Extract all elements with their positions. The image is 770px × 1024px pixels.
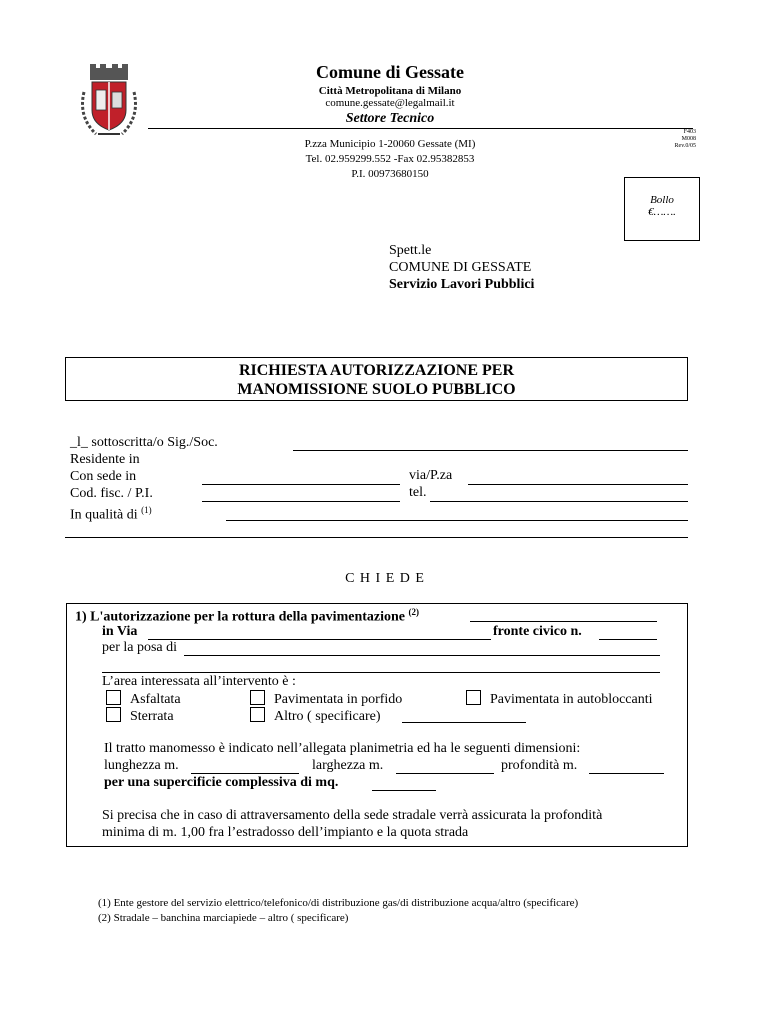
label-profondita: profondità m. [501, 758, 578, 773]
recipient-spett: Spett.le [389, 243, 432, 258]
section-divider [65, 537, 688, 538]
precisa-line2: minima di m. 1,00 fra l’estradosso dell’impianto e la quota strada [102, 825, 469, 840]
phone-fax: Tel. 02.959299.552 -Fax 02.95382853 [305, 153, 475, 165]
option-label: Asfaltata [130, 692, 181, 707]
checkbox-sterrata[interactable] [106, 707, 121, 722]
checkbox-porfido[interactable] [250, 690, 265, 705]
field-posa[interactable] [184, 643, 660, 656]
field-qualita[interactable] [226, 508, 688, 521]
field-pavimentazione[interactable] [470, 609, 657, 622]
option-altro[interactable] [250, 707, 381, 725]
field-posa-2[interactable] [102, 660, 660, 673]
checkbox-asfaltata[interactable] [106, 690, 121, 705]
label-via: via/P.za [409, 468, 453, 483]
comune-title: Comune di Gessate [316, 62, 464, 82]
field-superficie[interactable] [372, 778, 436, 791]
form-code: F403 [683, 129, 696, 135]
request-item1: 1) L'autorizzazione per la rottura della pavimentazione [75, 609, 405, 625]
email-address: comune.gessate@legalmail.it [325, 97, 455, 109]
form-title-line1: RICHIESTA AUTORIZZAZIONE PER [238, 362, 515, 379]
field-sottoscritta[interactable] [293, 438, 688, 451]
recipient-comune: COMUNE DI GESSATE [389, 260, 532, 275]
label-larghezza: larghezza m. [312, 758, 384, 773]
option-sterrata[interactable] [106, 707, 174, 725]
checkbox-autobloccanti[interactable] [466, 690, 481, 705]
form-code: Rev.0/05 [674, 143, 696, 149]
coat-of-arms-logo [74, 62, 144, 142]
footnote-2: (2) Stradale – banchina marciapiede – altro ( specificare) [98, 912, 349, 924]
field-profondita[interactable] [589, 761, 664, 774]
label-lunghezza: lunghezza m. [104, 758, 179, 773]
label-superficie: per una supercificie complessiva di mq. [104, 775, 339, 790]
header-rule [148, 128, 693, 129]
partita-iva: P.I. 00973680150 [351, 168, 429, 180]
field-lunghezza[interactable] [191, 761, 299, 774]
field-tel[interactable] [430, 489, 688, 502]
option-label: Pavimentata in autobloccanti [490, 692, 653, 707]
field-via[interactable] [468, 472, 688, 485]
label-sede: Con sede in [70, 469, 137, 484]
settore-tecnico: Settore Tecnico [345, 111, 435, 126]
option-asfaltata[interactable] [106, 690, 181, 708]
checkbox-altro[interactable] [250, 707, 265, 722]
label-qualita: In qualità di [70, 507, 138, 523]
option-label: Sterrata [130, 709, 174, 724]
field-altro[interactable] [402, 710, 526, 723]
label-in-via: in Via [102, 624, 138, 639]
bollo-label: Bollo [650, 194, 674, 206]
option-porfido[interactable] [250, 690, 402, 708]
footnote-1: (1) Ente gestore del servizio elettrico/telefonico/di distribuzione gas/di distribuzione acqua/altro (specificare) [98, 897, 579, 909]
precisa-line1: Si precisa che in caso di attraversamento della sede stradale verrà assicurata la profondità [102, 808, 603, 823]
option-autobloccanti[interactable] [466, 690, 653, 708]
label-sottoscritta: _l_ sottoscritta/o Sig./Soc. [70, 435, 218, 450]
form-code: M008 [681, 136, 696, 142]
footnote-ref-1: (1) [141, 505, 152, 515]
label-fronte-civico: fronte civico n. [493, 624, 582, 639]
bollo-box [624, 177, 700, 241]
field-sede[interactable] [202, 472, 400, 485]
field-codfisc[interactable] [202, 489, 400, 502]
area-label: L’area interessata all’intervento è : [102, 674, 296, 689]
option-label: Altro ( specificare) [274, 709, 381, 724]
field-larghezza[interactable] [396, 761, 494, 774]
tratto-text: Il tratto manomesso è indicato nell’allegata planimetria ed ha le seguenti dimensioni: [104, 741, 581, 756]
form-title-box [65, 357, 688, 401]
chiede-heading: C H I E D E [345, 571, 425, 586]
address: P.zza Municipio 1-20060 Gessate (MI) [304, 138, 476, 150]
field-civico[interactable] [599, 627, 657, 640]
label-residente: Residente in [70, 452, 140, 467]
label-tel: tel. [409, 485, 427, 500]
option-label: Pavimentata in porfido [274, 692, 403, 707]
recipient-servizio: Servizio Lavori Pubblici [389, 277, 535, 292]
label-posa: per la posa di [102, 640, 178, 655]
label-codfisc: Cod. fisc. / P.I. [70, 486, 153, 501]
field-in-via[interactable] [148, 627, 491, 640]
form-title-line2: MANOMISSIONE SUOLO PUBBLICO [237, 381, 516, 398]
citta-metropolitana: Città Metropolitana di Milano [318, 85, 462, 97]
footnote-ref-2: (2) [408, 607, 419, 617]
bollo-value: €……. [648, 206, 676, 218]
